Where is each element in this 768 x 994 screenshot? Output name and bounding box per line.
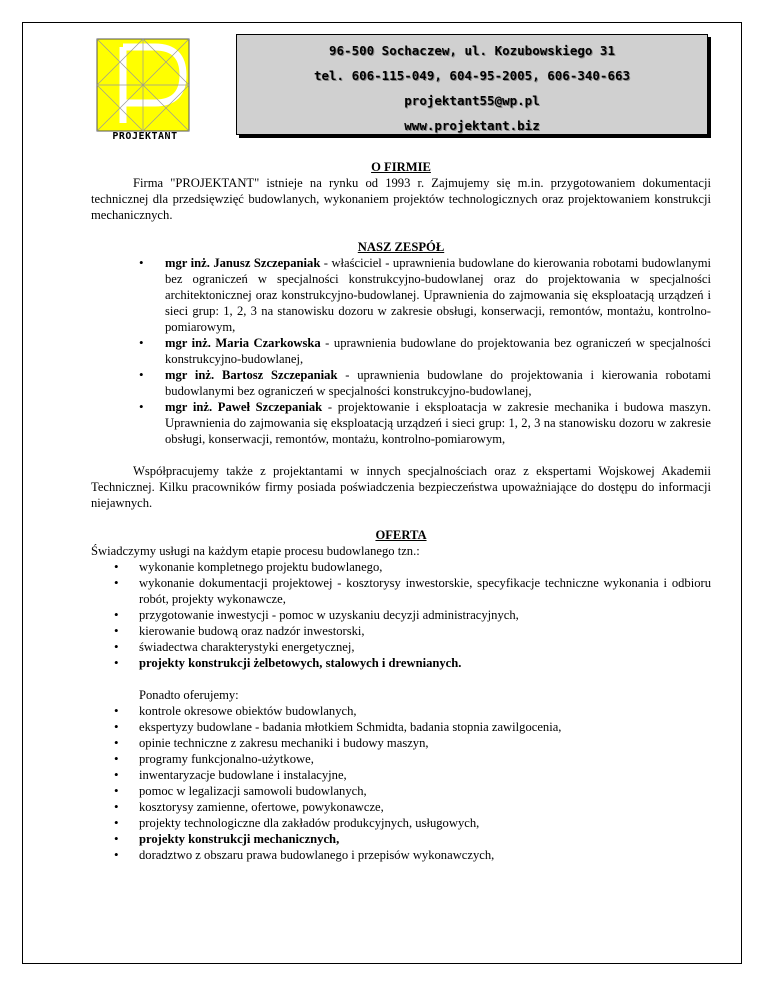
member-name: mgr inż. Paweł Szczepaniak (165, 400, 323, 414)
about-heading: O FIRMIE (371, 160, 431, 174)
cooperation-text: Współpracujemy także z projektantami w innych specjalnościach oraz z ekspertami Wojskowej Akademii Technicznej. Kilku pracowników firmy posiada poświadczenia bezpieczeństwa upoważniające do dostępu do informacji niejawnych. (91, 464, 711, 510)
logo-label: PROJEKTANT (112, 131, 178, 142)
website-link[interactable]: www.projektant.biz (404, 118, 540, 133)
member-name: mgr inż. Maria Czarkowska (165, 336, 321, 350)
list-item: • programy funkcjonalno-użytkowe, (91, 751, 711, 767)
offer-heading: OFERTA (375, 528, 427, 542)
team-heading: NASZ ZESPÓŁ (357, 240, 445, 254)
list-item: • kosztorysy zamienne, ofertowe, powykonawcze, (91, 799, 711, 815)
list-item-bold: projekty konstrukcji mechanicznych, (139, 832, 340, 846)
list-item: • doradztwo z obszaru prawa budowlanego i przepisów wykonawczych, (91, 847, 711, 863)
team-member (91, 367, 711, 399)
services-list (91, 559, 711, 671)
team-member (91, 335, 711, 367)
list-item: • kierowanie budową oraz nadzór inwestorski, (91, 623, 711, 639)
list-item-bold: projekty konstrukcji żelbetowych, stalowych i drewnianych. (139, 656, 462, 670)
phone-line: tel. 606-115-049, 604-95-2005, 606-340-663 (313, 68, 631, 83)
list-item: • opinie techniczne z zakresu mechaniki i budowy maszyn, (91, 735, 711, 751)
address-line: 96-500 Sochaczew, ul. Kozubowskiego 31 (329, 43, 615, 58)
list-item: • pomoc w legalizacji samowoli budowlanych, (91, 783, 711, 799)
list-item: • projekty technologiczne dla zakładów produkcyjnych, usługowych, (91, 815, 711, 831)
offer-intro: Świadczymy usługi na każdym etapie procesu budowlanego tzn.: (91, 544, 420, 558)
member-desc: - projektowanie i eksploatacja w zakresie mechanika i budowa maszyn. Uprawnienia do zajmowania się eksploatacją urządzeń i sieci grup: 1, 2, 3 na stanowisku dozoru w zakresie obsługi, konserwacji, remontów, montażu, kontrolno-pomiarowym, (165, 400, 711, 446)
team-member (91, 255, 711, 335)
main-content (91, 159, 711, 863)
list-item: • kontrole okresowe obiektów budowlanych, (91, 703, 711, 719)
extras-intro: Ponadto oferujemy: (139, 688, 239, 702)
list-item: • przygotowanie inwestycji - pomoc w uzyskaniu decyzji administracyjnych, (91, 607, 711, 623)
team-member (91, 399, 711, 447)
member-desc: - uprawnienia budowlane do projektowania bez ograniczeń w specjalności konstrukcyjno-budowlanej, (165, 336, 711, 366)
member-desc: - właściciel - uprawnienia budowlane do kierowania robotami budowlanymi bez ograniczeń w specjalności konstrukcyjno-budowlanej oraz do projektowania w specjalności architektonicznej oraz konstrukcyjno-budowlanej. Uprawnienia do zajmowania się eksploatacją urządzeń i sieci grup: 1, 2, 3 na stanowisku dozoru w zakresie obsługi, konserwacji, remontów, montażu, kontrolno-pomiarowym, (165, 256, 711, 334)
list-item: • ekspertyzy budowlane - badania młotkiem Schmidta, badania stopnia zawilgocenia, (91, 719, 711, 735)
list-item (91, 831, 711, 847)
extras-list (91, 703, 711, 863)
team-list (91, 255, 711, 447)
contact-box (236, 34, 708, 135)
list-item: • wykonanie dokumentacji projektowej - kosztorysy inwestorskie, specyfikacje techniczne wykonania i odbioru robót, projekty wykonawcze, (91, 575, 711, 607)
list-item (91, 655, 711, 671)
member-name: mgr inż. Bartosz Szczepaniak (165, 368, 338, 382)
email-link[interactable]: projektant55@wp.pl (404, 93, 540, 108)
list-item: • wykonanie kompletnego projektu budowlanego, (91, 559, 711, 575)
about-text: Firma "PROJEKTANT" istnieje na rynku od 1993 r. Zajmujemy się m.in. przygotowaniem dokumentacji technicznej dla przedsięwzięć budowlanych, wykonaniem projektów technologicznych oraz projektowaniem konstrukcji mechanicznych. (91, 176, 711, 222)
member-name: mgr inż. Janusz Szczepaniak (165, 256, 321, 270)
member-desc: - uprawnienia budowlane do projektowania i kierowania robotami budowlanymi bez ograniczeń w specjalności konstrukcyjno-budowlanej, (165, 368, 711, 398)
list-item: • świadectwa charakterystyki energetycznej, (91, 639, 711, 655)
list-item: • inwentaryzacje budowlane i instalacyjne, (91, 767, 711, 783)
document-page (22, 22, 742, 964)
